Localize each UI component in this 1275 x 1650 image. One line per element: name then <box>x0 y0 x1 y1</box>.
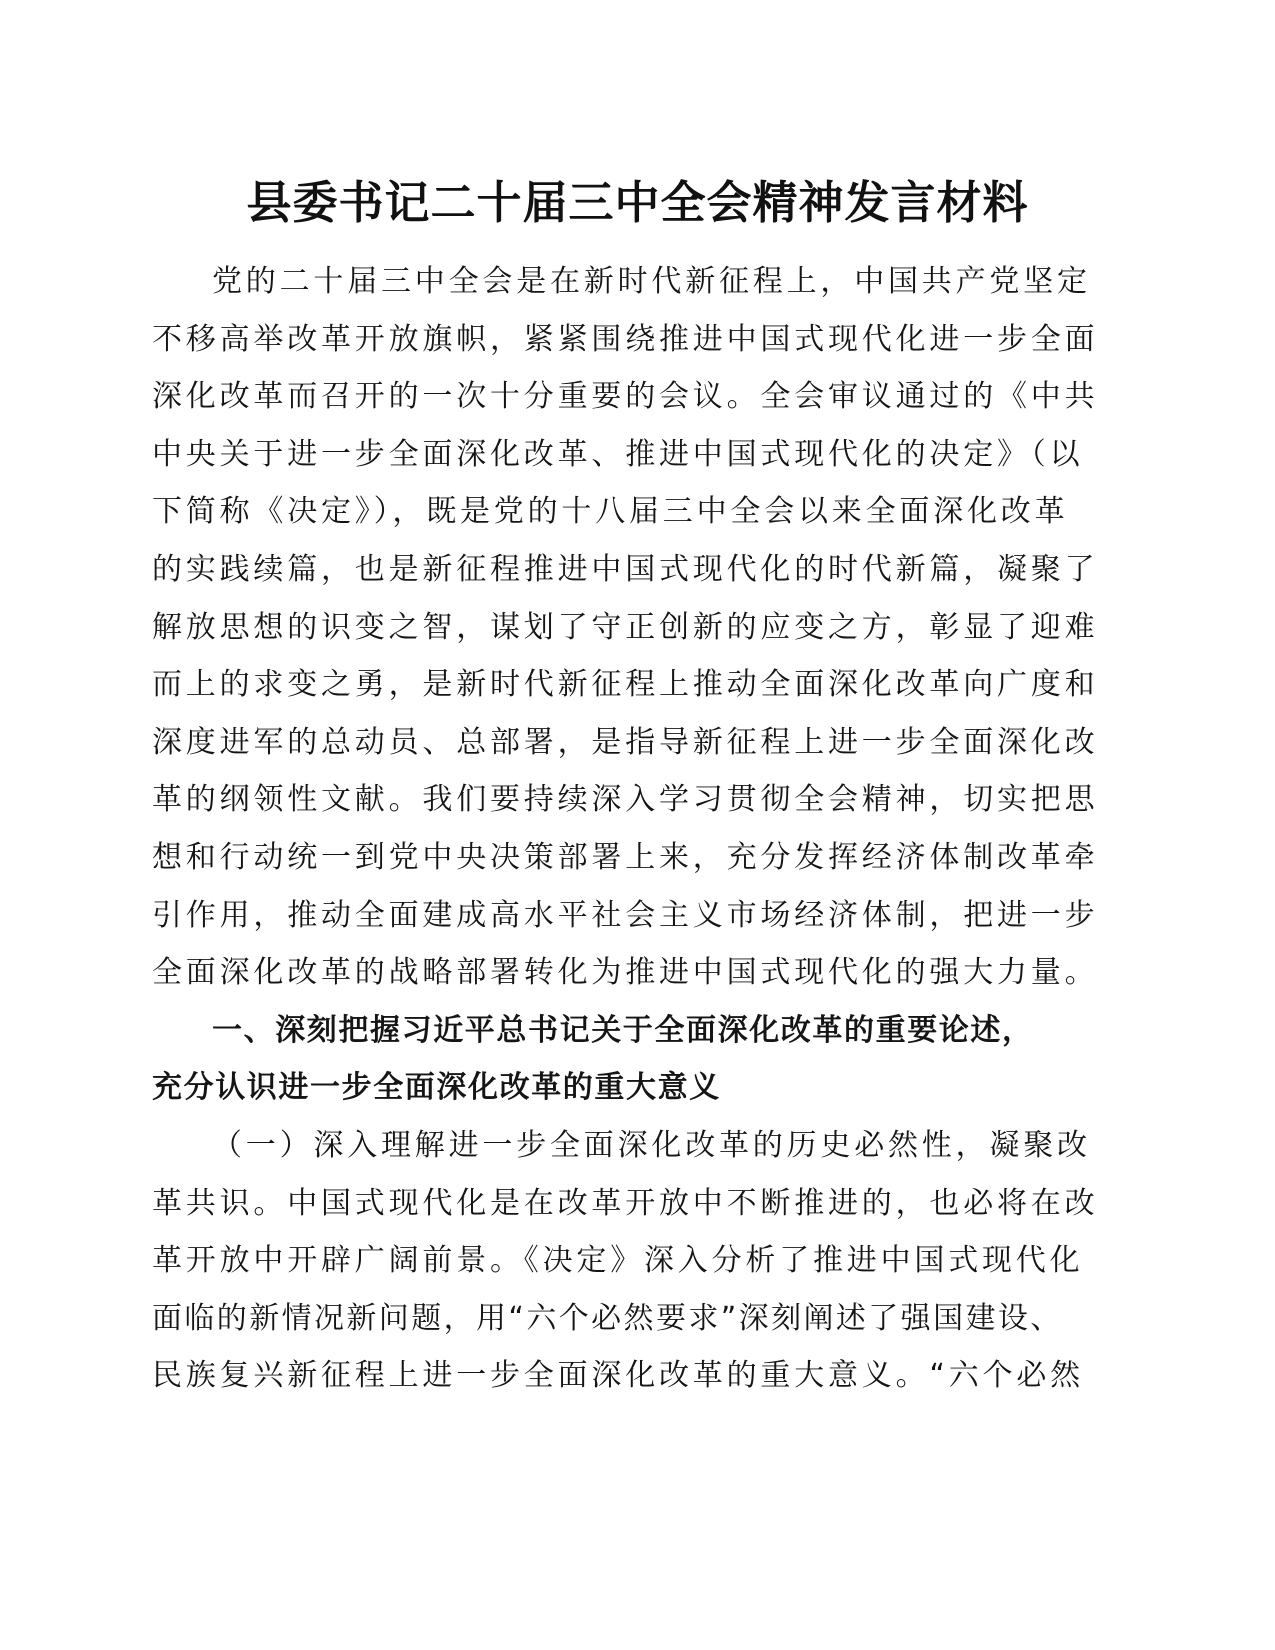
paragraph-line: 民族复兴新征程上进一步全面深化改革的重大意义。“六个必然 <box>152 1358 1084 1394</box>
section-heading-line: 一、深刻把握习近平总书记关于全面深化改革的重要论述， <box>212 1012 1034 1048</box>
subsection-line: （一）深入理解进一步全面深化改革的历史必然性，凝聚改 <box>212 1127 1091 1163</box>
paragraph-line: 的实践续篇，也是新征程推进中国式现代化的时代新篇，凝聚了 <box>152 551 1099 587</box>
paragraph-line: 不移高举改革开放旗帜，紧紧围绕推进中国式现代化进一步全面 <box>152 321 1099 357</box>
paragraph-line: 面临的新情况新问题，用“六个必然要求”深刻阐述了强国建设、 <box>152 1300 1063 1336</box>
paragraph-line: 而上的求变之勇，是新时代新征程上推动全面深化改革向广度和 <box>152 667 1099 703</box>
paragraph-line: 想和行动统一到党中央决策部署上来，充分发挥经济体制改革牵 <box>152 839 1099 875</box>
paragraph-line: 深度进军的总动员、总部署，是指导新征程上进一步全面深化改 <box>152 724 1099 760</box>
paragraph-line: 引作用，推动全面建成高水平社会主义市场经济体制，把进一步 <box>152 897 1099 933</box>
paragraph-line: 党的二十届三中全会是在新时代新征程上，中国共产党坚定 <box>212 264 1091 299</box>
section-heading-line: 充分认识进一步全面深化改革的重大意义 <box>152 1070 721 1106</box>
paragraph-line: 革的纲领性文献。我们要持续深入学习贯彻全会精神，切实把思 <box>152 782 1099 818</box>
document-title: 县委书记二十届三中全会精神发言材料 <box>246 176 1029 229</box>
paragraph-line: 革开放中开辟广阔前景。《决定》深入分析了推进中国式现代化 <box>152 1243 1084 1279</box>
paragraph-line: 下简称《决定》），既是党的十八届三中全会以来全面深化改革 <box>152 494 1069 530</box>
paragraph-line: 革共识。中国式现代化是在改革开放中不断推进的，也必将在改 <box>152 1185 1099 1221</box>
paragraph-line: 解放思想的识变之智，谋划了守正创新的应变之方，彰显了迎难 <box>152 609 1099 645</box>
paragraph-line: 全面深化改革的战略部署转化为推进中国式现代化的强大力量。 <box>152 955 1099 991</box>
document-body <box>152 253 1099 1405</box>
paragraph-line: 深化改革而召开的一次十分重要的会议。全会审议通过的《中共 <box>152 379 1099 415</box>
paragraph-line: 中央关于进一步全面深化改革、推进中国式现代化的决定》（以 <box>152 436 1084 472</box>
